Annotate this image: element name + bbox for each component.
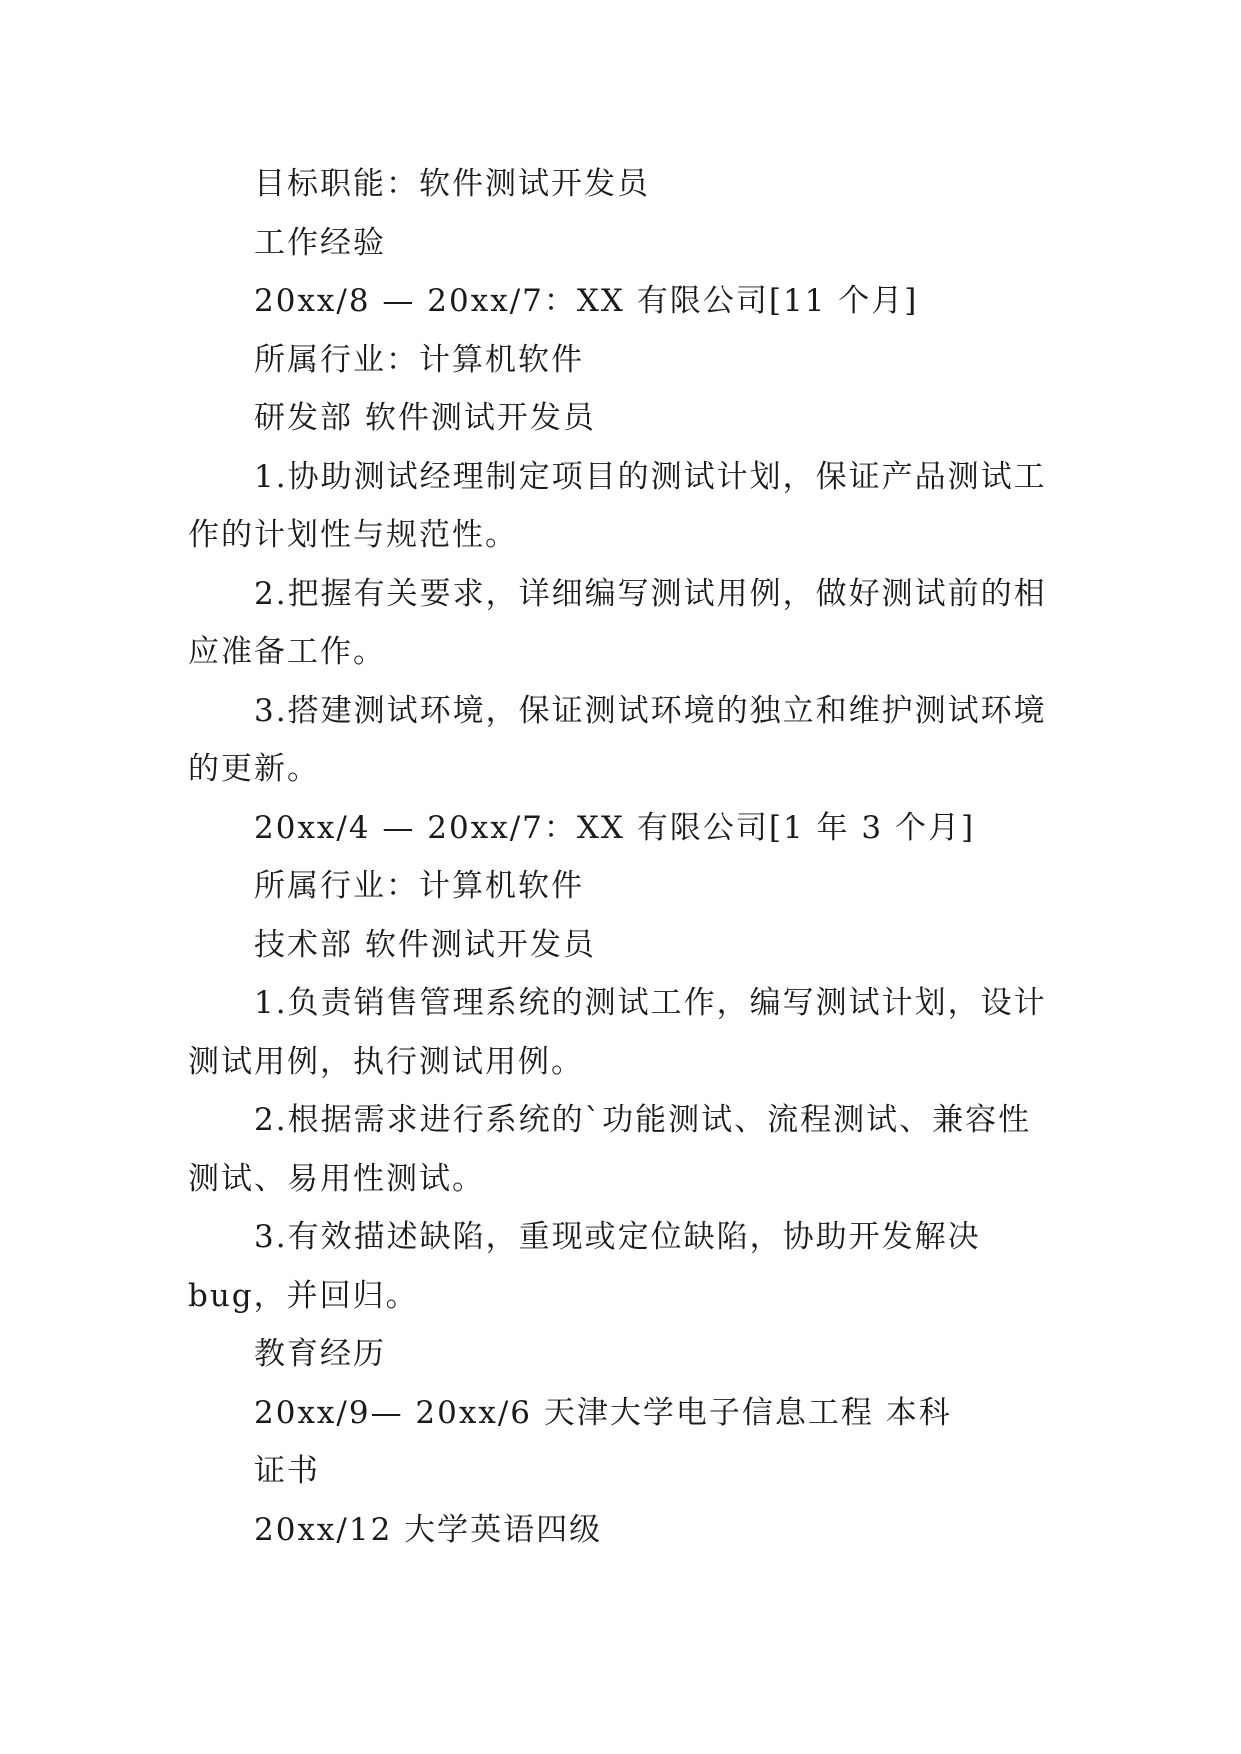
job-1-department: 研发部 软件测试开发员	[254, 400, 596, 436]
target-position: 目标职能：软件测试开发员	[254, 166, 650, 202]
job-1-duty-1: 1.协助测试经理制定项目的测试计划，保证产品测试工作的计划性与规范性。	[188, 458, 1047, 553]
document-body	[188, 155, 1058, 1559]
job-1-duty-2: 2.把握有关要求，详细编写测试用例，做好测试前的相应准备工作。	[188, 575, 1047, 670]
job-1-period: 20xx/8 — 20xx/7：XX 有限公司[11 个月]	[254, 283, 919, 319]
job-2-department: 技术部 软件测试开发员	[254, 926, 596, 963]
job-2-period: 20xx/4 — 20xx/7：XX 有限公司[1 年 3 个月]	[254, 809, 976, 846]
job-1-industry: 所属行业：计算机软件	[254, 341, 584, 378]
job-1-duty-3: 3.搭建测试环境，保证测试环境的独立和维护测试环境的更新。	[188, 692, 1047, 787]
section-heading-education: 教育经历	[254, 1336, 386, 1372]
section-heading-work-experience: 工作经验	[254, 224, 386, 261]
certificate-entry: 20xx/12 大学英语四级	[254, 1511, 603, 1548]
job-2-duty-1: 1.负责销售管理系统的测试工作，编写测试计划，设计测试用例，执行测试用例。	[188, 985, 1047, 1080]
job-2-industry: 所属行业：计算机软件	[254, 868, 584, 904]
education-entry: 20xx/9— 20xx/6 天津大学电子信息工程 本科	[254, 1394, 952, 1431]
job-2-duty-3: 3.有效描述缺陷，重现或定位缺陷，协助开发解决 bug，并回归。	[188, 1219, 981, 1314]
section-heading-certificates: 证书	[254, 1453, 320, 1489]
job-2-duty-2: 2.根据需求进行系统的`功能测试、流程测试、兼容性测试、易用性测试。	[188, 1102, 1032, 1197]
